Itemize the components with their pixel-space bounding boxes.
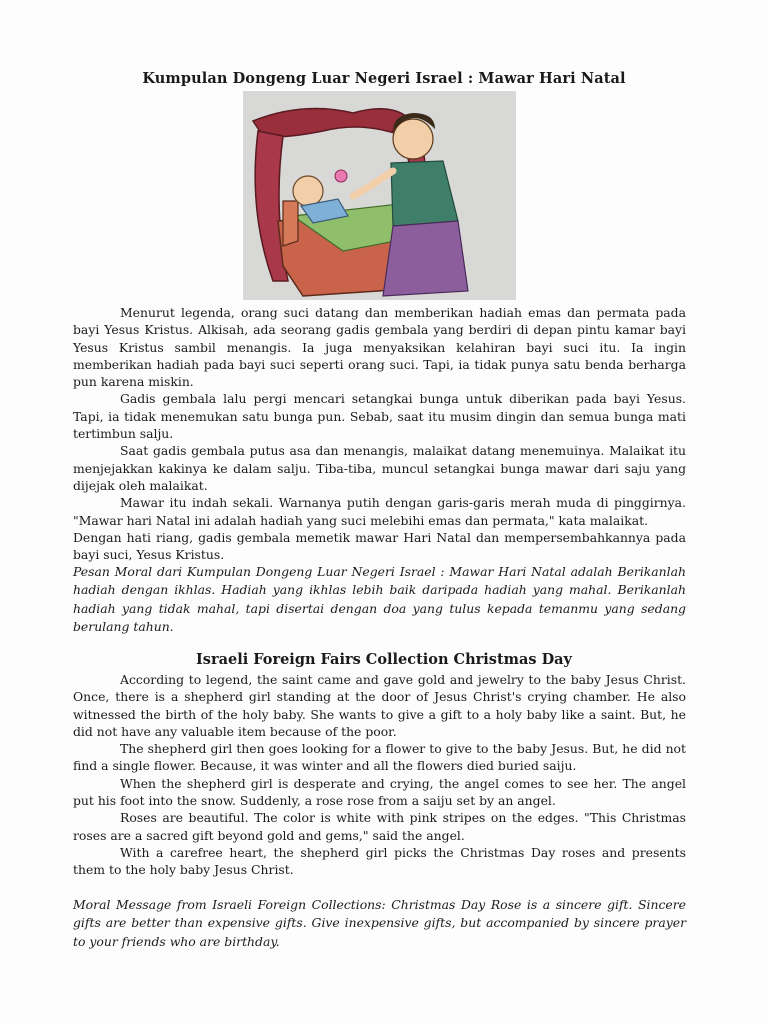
paragraph: Menurut legenda, orang suci datang dan memberikan hadiah emas dan permata pada bayi Yesus Kristus. Alkisah, ada seorang gadis gembala yang berdiri di depan pintu kamar bayi Yesus Kristus sambil menangis. Ia juga menyaksikan kelahiran bayi suci itu. Ia ingin memberikan hadiah pada bayi suci seperti orang suci. Tapi, ia tidak punya satu benda berharga pun karena miskin. [73, 305, 686, 390]
moral-message-english [73, 896, 686, 951]
moral-text: Pesan Moral dari Kumpulan Dongeng Luar Negeri Israel : Mawar Hari Natal adalah Berikanlah hadiah dengan ikhlas. Hadiah yang ikhlas lebih baik daripada hadiah yang mahal. Berikanlah hadiah yang tidak mahal, tapi disertai dengan doa yang tulus kepada temanmu yang sedang berulang tahun. [73, 564, 686, 634]
paragraph: When the shepherd girl is desperate and crying, the angel comes to see her. The angel put his foot into the snow. Suddenly, a rose rose from a saiju set by an angel. [73, 775, 686, 809]
page-title-indonesian: Kumpulan Dongeng Luar Negeri Israel : Mawar Hari Natal [142, 70, 626, 87]
section-title-english: Israeli Foreign Fairs Collection Christmas Day [196, 651, 572, 668]
paragraph: Mawar itu indah sekali. Warnanya putih dengan garis-garis merah muda di pinggirnya. "Mawar hari Natal ini adalah hadiah yang suci melebihi emas dan permata," kata malaikat. [73, 495, 686, 528]
paragraph: Roses are beautiful. The color is white with pink stripes on the edges. "This Christmas roses are a sacred gift beyond gold and gems," said the angel. [73, 810, 686, 843]
paragraph: Dengan hati riang, gadis gembala memetik mawar Hari Natal dan mempersembahkannya pada bayi suci, Yesus Kristus. [73, 529, 686, 563]
paragraph: Saat gadis gembala putus asa dan menangis, malaikat datang menemuinya. Malaikat itu menjejakkan kakinya ke dalam salju. Tiba-tiba, muncul setangkai bunga mawar dari saju yang dijejak oleh malaikat. [73, 443, 686, 493]
story-body-indonesian [73, 304, 686, 563]
paragraph: According to legend, the saint came and gave gold and jewelry to the baby Jesus Christ. Once, there is a shepherd girl standing at the door of Jesus Christ's crying chamber. He also witnessed the birth of the holy baby. She wants to give a gift to a holy baby like a saint. But, he did not have any valuable item because of the poor. [73, 672, 686, 739]
story-body-english [73, 671, 686, 879]
moral-message-indonesian [73, 563, 686, 636]
christmas-rose-illustration [243, 91, 516, 300]
paragraph: With a carefree heart, the shepherd girl picks the Christmas Day roses and presents them to the holy baby Jesus Christ. [73, 844, 686, 878]
paragraph: Gadis gembala lalu pergi mencari setangkai bunga untuk diberikan pada bayi Yesus. Tapi, ia tidak menemukan satu bunga pun. Sebab, saat itu musim dingin dan semua bunga mati tertimbun salju. [73, 391, 686, 442]
paragraph: The shepherd girl then goes looking for a flower to give to the baby Jesus. But, he did not find a single flower. Because, it was winter and all the flowers died buried saiju. [73, 741, 686, 774]
moral-text: Moral Message from Israeli Foreign Collections: Christmas Day Rose is a sincere gift. Sincere gifts are better than expensive gifts. Give inexpensive gifts, but accompanied by sincere prayer to your friends who are birthday. [73, 897, 686, 949]
